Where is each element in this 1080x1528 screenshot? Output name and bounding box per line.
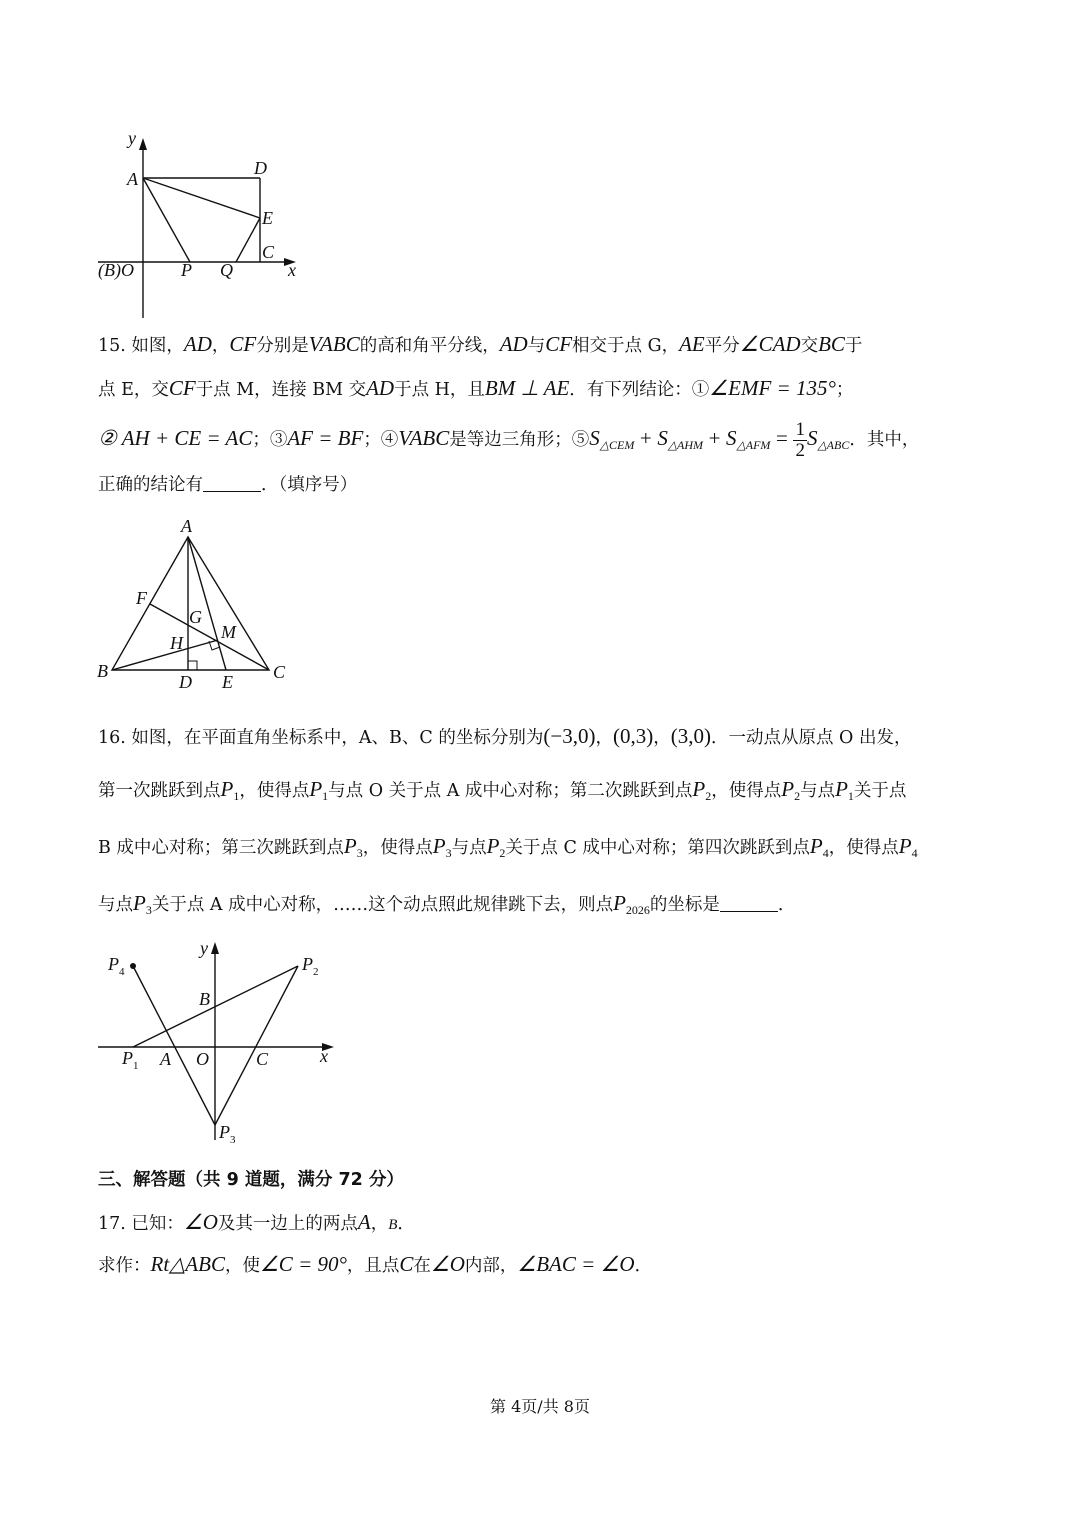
q15-text: 的高和角平分线， <box>359 336 500 356</box>
point-O-label: O <box>196 1049 209 1069</box>
coord-B: (0,3) <box>612 724 654 748</box>
page-footer: 第 4页/共 8页 <box>490 1397 590 1416</box>
point-P1-label <box>121 1048 139 1072</box>
q15-line-1 <box>98 331 862 359</box>
P-symbol: P <box>835 777 848 801</box>
axis-y-label: y <box>200 938 208 958</box>
P-subscript: 1 <box>322 789 329 803</box>
q15-text: ．有下列结论：① <box>569 380 710 400</box>
q17-text: ． <box>397 1214 415 1234</box>
figure-q15 <box>90 515 300 695</box>
q17-text: 求作： <box>98 1256 151 1276</box>
point-F-label: F <box>136 588 147 608</box>
q15-math-emf: ∠EMF = 135° <box>709 376 836 400</box>
q15-sub-abc: △ABC <box>817 438 850 452</box>
q15-text: 正确的结论有 <box>98 475 203 495</box>
q15-area-S: S <box>726 426 737 450</box>
q15-conclusion-2: ② AH + CE = AC <box>98 426 253 450</box>
point-P3-label <box>218 1122 236 1146</box>
q15-math-AD: AD <box>366 376 395 400</box>
q17-text: 在 <box>413 1256 431 1276</box>
q16-text: 第一次跳跃到点 <box>98 781 221 801</box>
q15-text: 于 <box>844 336 863 356</box>
P-symbol: P <box>809 834 823 858</box>
q15-sub-ahm: △AHM <box>667 438 704 452</box>
q17-line-1 <box>98 1209 415 1238</box>
point-BO-label: (B)O <box>98 260 134 280</box>
P-subscript: 3 <box>445 846 452 860</box>
q17-point-A: A <box>357 1210 371 1234</box>
q15-plus: + <box>708 426 721 450</box>
q15-math-CF: CF <box>168 376 196 400</box>
fraction-numerator: 1 <box>795 419 805 440</box>
q15-equals: = <box>776 426 788 450</box>
q15-fraction-half <box>793 420 807 461</box>
P-subscript: 4 <box>822 846 829 860</box>
q17-angle-O: ∠O <box>430 1252 465 1276</box>
q16-text: ，使得点 <box>828 838 899 858</box>
P-symbol: P <box>898 834 912 858</box>
P-symbol: P <box>613 891 626 915</box>
q16-text: 关于点 A 成中心对称，……这个动点照此规律跳下去，则点 <box>151 895 614 915</box>
q17-angle-C: ∠C = 90° <box>259 1252 347 1276</box>
q15-math-CF: CF <box>545 332 573 356</box>
axis-x-label: x <box>288 260 296 280</box>
q15-math-AE: AE <box>679 332 705 356</box>
q17-text: ，使 <box>224 1256 260 1276</box>
q15-math-vabc: VABC <box>308 332 360 356</box>
q15-math-AD: AD <box>183 332 212 356</box>
q17-rt-abc: Rt△ABC <box>150 1252 225 1276</box>
axis-y-label: y <box>128 128 136 148</box>
q15-sub-afm: △AFM <box>736 438 771 452</box>
P-symbol: P <box>781 777 795 801</box>
q17-number: 17. <box>98 1214 126 1234</box>
P-subscript: 2026 <box>625 903 650 917</box>
q16-line-4 <box>98 890 795 923</box>
q15-text: ， <box>211 336 230 356</box>
point-B-label: B <box>199 989 210 1009</box>
P-symbol: P <box>122 1048 133 1068</box>
point-P2-label <box>301 954 319 978</box>
q15-text: ； <box>835 380 854 400</box>
P-subscript: 1 <box>133 1060 139 1072</box>
q17-text: 已知： <box>131 1214 184 1234</box>
q15-conclusion-4: 是等边三角形；⑤ <box>449 430 590 450</box>
P-symbol: P <box>309 777 323 801</box>
q16-number: 16. <box>98 728 126 748</box>
point-A-label: A <box>160 1049 171 1069</box>
point-P4-label <box>107 954 125 978</box>
q15-line-2 <box>98 375 853 403</box>
P-symbol: P <box>133 891 146 915</box>
point-Q-label: Q <box>220 260 233 280</box>
q16-text: 如图，在平面直角坐标系中，A、B、C 的坐标分别为 <box>131 728 544 748</box>
q15-text: 交 <box>800 336 819 356</box>
q16-text: 关于点 C 成中心对称；第四次跳跃到点 <box>505 838 810 858</box>
P-symbol: P <box>432 834 446 858</box>
point-C-label: C <box>256 1049 269 1069</box>
q15-math-vabc: VABC <box>398 426 450 450</box>
q17-text: 及其一边上的两点 <box>217 1214 358 1234</box>
P-subscript: 3 <box>145 903 152 917</box>
q15-text: 相交于点 G， <box>572 336 680 356</box>
q15-text: 分别是 <box>256 336 309 356</box>
q16-text: 与点 <box>98 895 133 915</box>
P-subscript: 2 <box>313 966 319 978</box>
P-subscript: 3 <box>230 1134 236 1146</box>
q17-angle-O: ∠O <box>183 1210 218 1234</box>
P-subscript: 2 <box>705 789 712 803</box>
P-subscript: 3 <box>356 846 363 860</box>
q16-text: B 成中心对称；第三次跳跃到点 <box>98 838 344 858</box>
q17-text: ，且点 <box>346 1256 400 1276</box>
q15-text: 如图， <box>131 336 184 356</box>
figure-q14 <box>90 125 320 325</box>
q15-number: 15. <box>98 336 126 356</box>
q17-point-C: C <box>399 1252 414 1276</box>
P-subscript: 1 <box>233 789 240 803</box>
q15-area-S: S <box>806 426 818 450</box>
q16-text: ．一动点从原点 O 出发， <box>710 728 912 748</box>
q16-text: 与点 O 关于点 A 成中心对称；第二次跳跃到点 <box>328 781 693 801</box>
q15-area-S: S <box>657 426 668 450</box>
point-A-label: A <box>181 516 192 536</box>
section-3-heading: 三、解答题（共 9 道题，满分 72 分） <box>98 1170 404 1190</box>
q15-answer-blank[interactable] <box>203 473 261 492</box>
point-C-label: C <box>273 662 286 682</box>
P-subscript: 4 <box>119 966 125 978</box>
P-subscript: 2 <box>499 846 506 860</box>
q17-text: ． <box>634 1256 653 1276</box>
q17-point-B: B <box>388 1217 398 1233</box>
figure-q16 <box>95 935 345 1150</box>
coord-C: (3,0) <box>670 724 711 748</box>
q17-text: ， <box>370 1214 389 1234</box>
q17-line-2 <box>98 1251 652 1279</box>
q16-text: ，使得点 <box>239 781 310 801</box>
q15-text: 于点 H，且 <box>394 380 485 400</box>
q15-text: ；④ <box>363 430 399 450</box>
q16-text: 的坐标是 <box>649 895 720 915</box>
P-symbol: P <box>343 834 357 858</box>
q16-text: ， <box>595 728 613 748</box>
P-subscript: 2 <box>794 789 801 803</box>
q15-math-AD: AD <box>499 332 528 356</box>
q17-text: 内部， <box>464 1256 518 1276</box>
P-subscript: 4 <box>911 846 918 860</box>
q15-sub-cem: △CEM <box>599 438 635 452</box>
fraction-denominator: 2 <box>795 440 805 461</box>
coord-A: (−3,0) <box>543 724 596 748</box>
point-D-label: D <box>254 158 267 178</box>
P-symbol: P <box>108 954 119 974</box>
q15-text: ．（填序号） <box>261 475 358 495</box>
q15-text: 点 E，交 <box>98 380 169 400</box>
q15-area-S: S <box>589 426 600 450</box>
q16-line-3 <box>98 833 918 866</box>
q15-plus: + <box>639 426 652 450</box>
q16-line-2 <box>98 776 906 809</box>
q16-text: ，使得点 <box>362 838 433 858</box>
q15-text: ；③ <box>252 430 288 450</box>
q16-text: ，使得点 <box>711 781 782 801</box>
q15-math-CF: CF <box>229 332 257 356</box>
q16-text: ， <box>653 728 671 748</box>
point-G-label: G <box>189 607 202 627</box>
q15-conclusion-3: AF = BF <box>287 426 364 450</box>
q16-line-1 <box>98 720 911 754</box>
q15-text: 于点 M，连接 BM 交 <box>195 380 367 400</box>
P-symbol: P <box>219 1122 230 1142</box>
q15-math-perp: BM ⊥ AE <box>484 376 570 400</box>
point-C-label: C <box>262 242 275 262</box>
q15-text: 与 <box>527 336 546 356</box>
point-B-label: B <box>97 661 108 681</box>
point-D-label: D <box>179 672 192 692</box>
q16-answer-blank[interactable] <box>720 893 778 912</box>
q16-text: 与点 <box>800 781 836 801</box>
point-M-label: M <box>221 622 236 642</box>
P-subscript: 1 <box>847 789 854 803</box>
P-symbol: P <box>486 834 500 858</box>
q15-line-4 <box>98 472 357 498</box>
point-P-label: P <box>181 260 192 280</box>
P-symbol: P <box>220 777 234 801</box>
q16-text: ． <box>777 895 796 915</box>
q16-text: 与点 <box>451 838 487 858</box>
q16-text: 关于点 <box>853 781 907 801</box>
axis-x-label: x <box>320 1046 328 1066</box>
q15-line-3 <box>98 420 919 462</box>
q15-text: ．其中， <box>849 430 920 450</box>
q15-math-BC: BC <box>818 332 845 356</box>
point-E-label: E <box>262 208 273 228</box>
q17-angle-bac: ∠BAC = ∠O <box>517 1252 635 1276</box>
P-symbol: P <box>302 954 313 974</box>
point-A-label: A <box>127 169 138 189</box>
q15-math-cad: ∠CAD <box>739 332 801 356</box>
point-H-label: H <box>170 633 183 653</box>
P-symbol: P <box>692 777 706 801</box>
point-E-label: E <box>222 672 233 692</box>
q15-text: 平分 <box>704 336 740 356</box>
